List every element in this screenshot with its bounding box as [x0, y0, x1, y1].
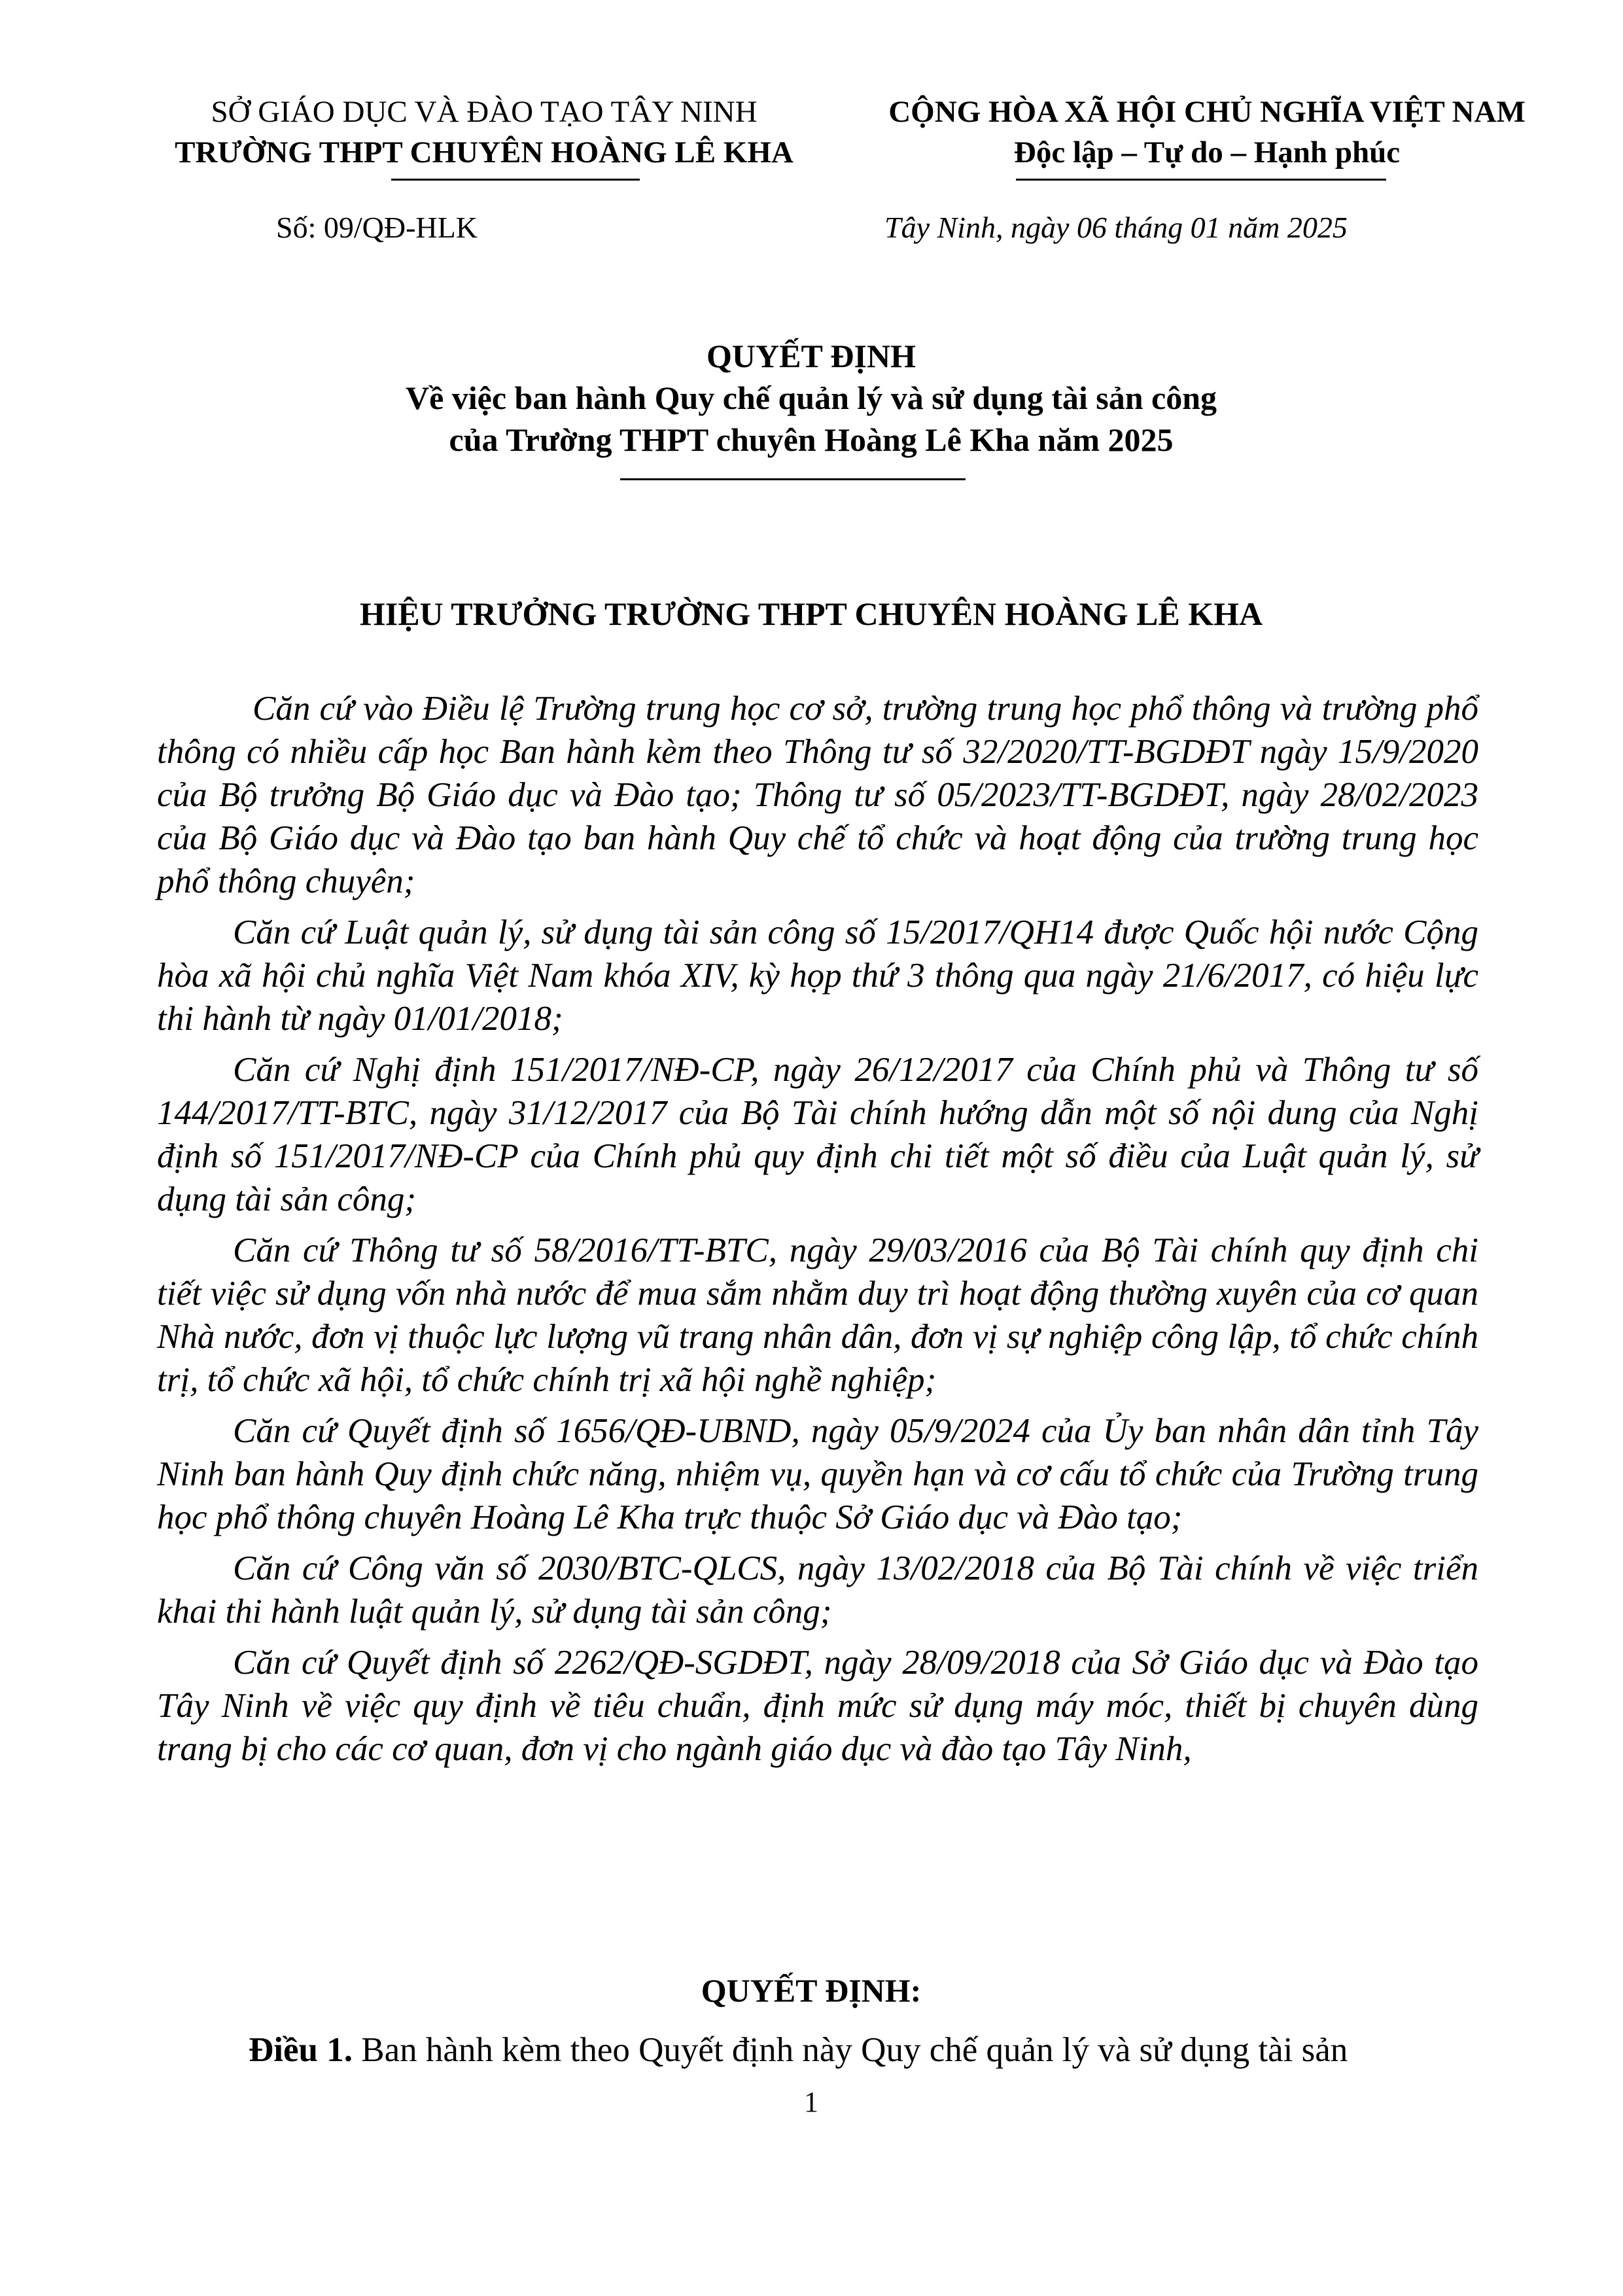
- title-subject-line-1: Về việc ban hành Quy chế quản lý và sử dụng tài sản công: [405, 380, 1217, 416]
- title-heading: QUYẾT ĐỊNH: [707, 338, 916, 374]
- authority-title: HIỆU TRƯỞNG TRƯỜNG THPT CHUYÊN HOÀNG LÊ KHA: [359, 595, 1263, 632]
- title-underline: [620, 478, 966, 480]
- title-subject-line-2: của Trường THPT chuyên Hoàng Lê Kha năm 2025: [449, 421, 1174, 458]
- country-name: CỘNG HÒA XÃ HỘI CHỦ NGHĨA VIỆT NAM: [888, 95, 1526, 129]
- article-1: [157, 2028, 1478, 2072]
- article-1-label: Điều 1.: [249, 2031, 353, 2069]
- place-date: Tây Ninh, ngày 06 tháng 01 năm 2025: [884, 211, 1348, 244]
- preamble-paragraph: Căn cứ Thông tư số 58/2016/TT-BTC, ngày 29/03/2016 của Bộ Tài chính quy định chi tiết việc sử dụng vốn nhà nước để mua sắm nhằm duy trì hoạt động thường xuyên của cơ quan Nhà nước, đơn vị thuộc lực lượng vũ trang nhân dân, đơn vị sự nghiệp công lập, tổ chức chính trị, tổ chức xã hội, tổ chức chính trị xã hội nghề nghiệp;: [157, 1231, 1478, 1399]
- preamble-paragraph: Căn cứ Công văn số 2030/BTC-QLCS, ngày 13/02/2018 của Bộ Tài chính về việc triển khai thi hành luật quản lý, sử dụng tài sản công;: [157, 1549, 1478, 1631]
- page-number: 1: [804, 2086, 818, 2118]
- preamble-paragraph: Căn cứ Quyết định số 2262/QĐ-SGDĐT, ngày 28/09/2018 của Sở Giáo dục và Đào tạo Tây Ninh về việc quy định về tiêu chuẩn, định mức sử dụng máy móc, thiết bị chuyên dùng trang bị cho các cơ quan, đơn vị cho ngành giáo dục và đào tạo Tây Ninh,: [157, 1644, 1478, 1768]
- issuer-underline: [391, 179, 640, 181]
- preamble-paragraph: Căn cứ Nghị định 151/2017/NĐ-CP, ngày 26/12/2017 của Chính phủ và Thông tư số 144/2017/TT-BTC, ngày 31/12/2017 của Bộ Tài chính hướng dẫn một số nội dung của Nghị định số 151/2017/NĐ-CP của Chính phủ quy định chi tiết một số điều của Luật quản lý, sử dụng tài sản công;: [157, 1051, 1478, 1218]
- motto-underline: [1016, 179, 1386, 181]
- preamble-paragraph: Căn cứ Quyết định số 1656/QĐ-UBND, ngày 05/9/2024 của Ủy ban nhân dân tỉnh Tây Ninh ban hành Quy định chức năng, nhiệm vụ, quyền hạn và cơ cấu tổ chức của Trường trung học phổ thông chuyên Hoàng Lê Kha trực thuộc Sở Giáo dục và Đào tạo;: [157, 1412, 1478, 1536]
- national-header: [844, 92, 1570, 173]
- issuer-header: [157, 92, 811, 173]
- decision-title: [157, 335, 1465, 461]
- preamble: [157, 687, 1478, 1778]
- department-name: SỞ GIÁO DỤC VÀ ĐÀO TẠO TÂY NINH: [211, 95, 758, 129]
- national-motto: Độc lập – Tự do – Hạnh phúc: [1013, 135, 1401, 169]
- decision-heading: QUYẾT ĐỊNH:: [701, 1972, 922, 2009]
- school-name: TRƯỜNG THPT CHUYÊN HOÀNG LÊ KHA: [175, 135, 794, 169]
- article-1-text: Ban hành kèm theo Quyết định này Quy chế quản lý và sử dụng tài sản: [353, 2031, 1348, 2069]
- preamble-paragraph: Căn cứ vào Điều lệ Trường trung học cơ sở, trường trung học phổ thông và trường phổ thông có nhiều cấp học Ban hành kèm theo Thông tư số 32/2020/TT-BGDĐT ngày 15/9/2020 của Bộ trưởng Bộ Giáo dục và Đào tạo; Thông tư số 05/2023/TT-BGDĐT, ngày 28/02/2023 của Bộ Giáo dục và Đào tạo ban hành Quy chế tổ chức và hoạt động của trường trung học phổ thông chuyên;: [157, 690, 1478, 900]
- decision-number: Số: 09/QĐ-HLK: [276, 211, 478, 244]
- preamble-paragraph: Căn cứ Luật quản lý, sử dụng tài sản công số 15/2017/QH14 được Quốc hội nước Cộng hòa xã hội chủ nghĩa Việt Nam khóa XIV, kỳ họp thứ 3 thông qua ngày 21/6/2017, có hiệu lực thi hành từ ngày 01/01/2018;: [157, 913, 1478, 1038]
